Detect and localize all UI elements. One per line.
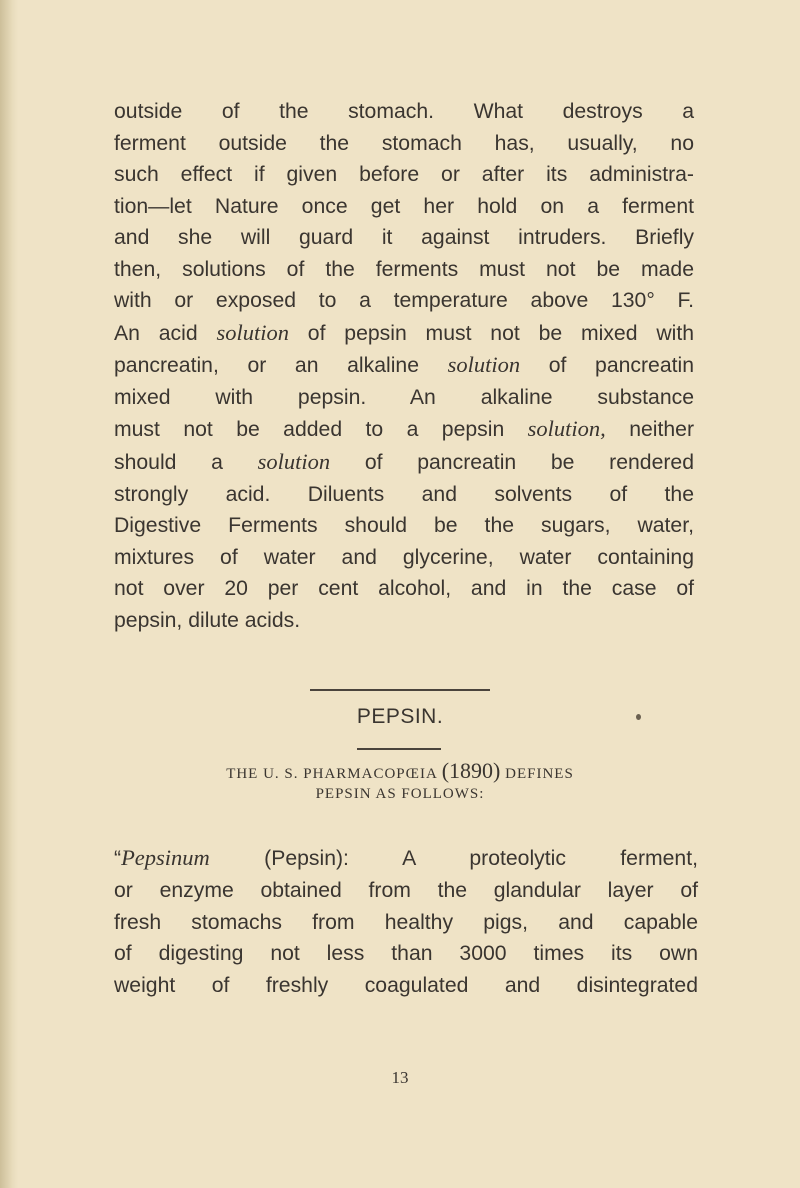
text-run: neither <box>605 418 694 442</box>
heading-rule-top <box>310 689 490 691</box>
text-line <box>114 96 694 128</box>
text-run: fresh stomachs from healthy pigs, and capable <box>114 910 698 934</box>
text-run: of pancreatin be rendered <box>330 451 694 475</box>
text-line <box>114 285 694 317</box>
text-line <box>114 970 698 1002</box>
text-run: with or exposed to a temperature above 130° F. <box>114 289 694 313</box>
text-run: pepsin, dilute acids. <box>114 608 301 632</box>
text-line <box>114 907 698 939</box>
text-line <box>114 479 694 511</box>
text-run: An acid <box>114 321 217 345</box>
text-run: weight of freshly coagulated and disintegrated <box>114 974 698 998</box>
text-run: should a <box>114 451 258 475</box>
text-line <box>114 875 698 907</box>
text-run: not over 20 per cent alcohol, and in the case of <box>114 577 694 601</box>
text-run: pancreatin, or an alkaline <box>114 354 448 378</box>
text-run: of pancreatin <box>520 354 694 378</box>
text-run: strongly acid. Diluents and solvents of the <box>114 482 694 506</box>
text-line <box>114 128 694 160</box>
text-line <box>114 573 694 605</box>
body-paragraph <box>114 96 694 636</box>
text-line <box>114 349 694 382</box>
page-number: 13 <box>391 1068 409 1087</box>
italic-text: Pepsinum <box>121 845 210 870</box>
text-run: Digestive Ferments should be the sugars, water, <box>114 514 694 538</box>
italic-text: solution <box>447 352 521 378</box>
text-run: mixtures of water and glycerine, water containing <box>114 545 694 569</box>
text-run: of pepsin must not be mixed with <box>288 321 694 345</box>
text-line <box>114 842 698 875</box>
definition-paragraph <box>114 842 698 1002</box>
ink-speck <box>636 714 641 720</box>
text-run: “ <box>114 847 122 870</box>
text-line <box>114 542 694 574</box>
pharmacopoeia-line-2: PEPSIN AS FOLLOWS: <box>315 786 485 802</box>
text-line <box>114 382 694 414</box>
text-line <box>114 191 694 223</box>
text-run: must not be added to a pepsin <box>114 418 528 442</box>
heading-rule-bottom <box>357 748 441 750</box>
italic-text: solution <box>216 319 289 345</box>
pharmacopoeia-prefix: THE U. S. PHARMACOPŒIA <box>226 766 437 782</box>
text-run: then, solutions of the ferments must not be made <box>114 257 694 281</box>
text-line <box>114 317 694 350</box>
italic-text: solution, <box>527 416 606 442</box>
text-line <box>114 446 694 479</box>
text-line <box>114 938 698 970</box>
text-run: outside of the stomach. What destroys a <box>114 100 694 123</box>
pharmacopoeia-suffix: DEFINES <box>505 766 574 782</box>
page-edge-shadow <box>0 0 18 1188</box>
italic-text: solution <box>257 449 331 475</box>
text-line <box>114 159 694 191</box>
text-line <box>114 413 694 446</box>
text-run: mixed with pepsin. An alkaline substance <box>114 385 694 409</box>
text-line <box>114 605 694 637</box>
text-run: such effect if given before or after its administra- <box>114 163 694 187</box>
pharmacopoeia-line-1 <box>0 758 800 784</box>
text-line <box>114 510 694 542</box>
text-run: (Pepsin): A proteolytic ferment, <box>209 847 698 870</box>
text-run: or enzyme obtained from the glandular layer of <box>114 878 698 902</box>
pharmacopoeia-year: (1890) <box>441 758 501 783</box>
text-run: of digesting not less than 3000 times its own <box>114 942 698 966</box>
text-run: and she will guard it against intruders. Briefly <box>114 226 694 250</box>
text-run: ferment outside the stomach has, usually, no <box>114 131 694 155</box>
text-line <box>114 254 694 286</box>
section-heading: PEPSIN. <box>356 705 444 728</box>
text-run: tion—let Nature once get her hold on a ferment <box>114 194 694 218</box>
text-line <box>114 222 694 254</box>
